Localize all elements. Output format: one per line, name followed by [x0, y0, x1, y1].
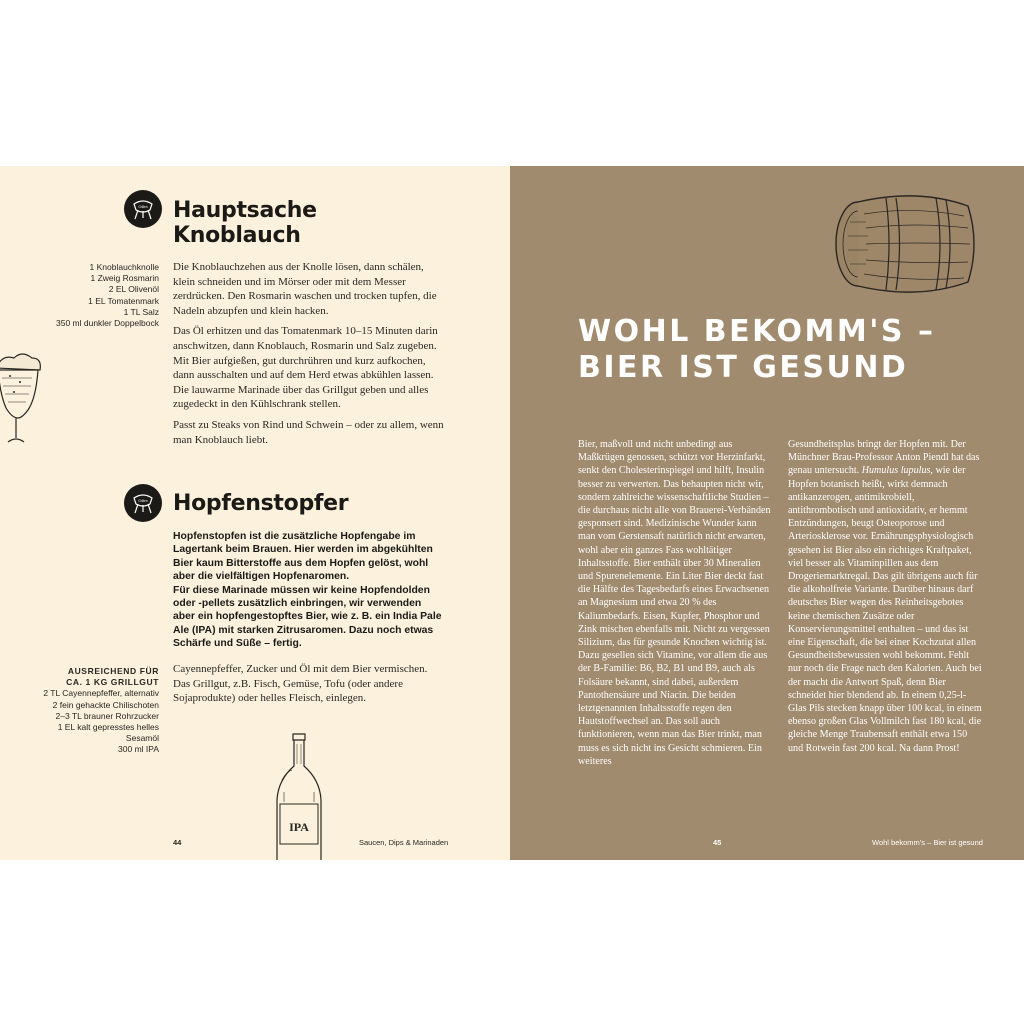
title-line-1: WOHL BEKOMM'S – [578, 314, 936, 349]
ingredient-item: 2 TL Cayennepfeffer, alternativ [43, 688, 159, 699]
ingredient-item: 300 ml IPA [118, 744, 159, 755]
barrel-illustration [824, 192, 978, 296]
badge-text: Grillen [138, 499, 148, 503]
beer-glass-illustration [0, 346, 44, 456]
ingredient-item: Sesamöl [125, 733, 159, 744]
intro-hopfenstopfer [173, 530, 445, 651]
method-paragraph: Die Knoblauchzehen aus der Knolle lösen, dann schälen, klein schneiden und im Mörser oder mit dem Messer zerdrücken. Den Rosmarin waschen und trocken tupfen, die Nadeln abzupfen und klein hacken. [173, 261, 437, 317]
running-title-right: Wohl bekomm's – Bier ist gesund [872, 838, 983, 847]
method-hopfenstopfer [173, 662, 433, 712]
article-column-2 [788, 438, 984, 755]
running-title-left: Saucen, Dips & Marinaden [359, 838, 449, 847]
ingredient-item: 1 Knoblauchknolle [89, 262, 159, 272]
ingredient-item: 1 Zweig Rosmarin [90, 273, 159, 284]
ingredient-item: 1 EL Tomatenmark [88, 295, 159, 306]
latin-name: Humulus lupulus [861, 465, 931, 477]
grill-badge-icon [124, 484, 162, 522]
intro-paragraph: Für diese Marinade müssen wir keine Hopfendolden oder -pellets zusätzlich einbringen, wir verwenden aber ein hopfengestopftes Bier, wie z. B. ein India Pale Ale (IPA) mit starken Zitrusaromen. Dazu noch etwas Schärfe und Süße – fertig. [173, 584, 442, 650]
title-line-2: BIER IST GESUND [578, 350, 909, 385]
column-text: Gesundheitsplus bringt der Hopfen mit. Der Münchner Brau-Professor Anton Piendl hat das genau untersucht. [788, 439, 980, 477]
yield-label: AUSREICHEND FÜR [67, 666, 159, 676]
bottle-label: IPA [289, 820, 309, 834]
ingredient-item: 1 TL Salz [123, 306, 159, 317]
left-page [0, 166, 510, 860]
title-line-1: Hauptsache [173, 198, 317, 223]
yield-label: CA. 1 KG GRILLGUT [66, 677, 159, 688]
ipa-bottle-illustration [268, 732, 330, 860]
ingredient-list-knoblauch [9, 262, 159, 329]
ingredient-item: 2 fein gehackte Chilischoten [52, 699, 159, 710]
badge-text: Grillen [138, 205, 148, 209]
book-spread [0, 166, 1024, 860]
page-number-left: 44 [173, 838, 182, 847]
method-paragraph: Das Öl erhitzen und das Tomatenmark 10–15 Minuten darin anschwitzen, dann Knoblauch, Rosmarin und Salz zugeben. Mit Bier aufgießen, gut durchrühren und kurz aufkochen, dann ausschalten und auf dem Herd etwas abkühlen lassen. Die lauwarme Marinade über das Grillgut geben und alles zugedeckt in den Kühlschrank stellen. [173, 325, 438, 411]
ingredient-item: 1 EL kalt gepresstes helles [57, 722, 159, 733]
method-paragraph: Cayennepfeffer, Zucker und Öl mit dem Bier vermischen. Das Grillgut, z.B. Fisch, Gemüse, Tofu (oder andere Sojaprodukte) oder helles Fleisch, einlegen. [173, 663, 428, 705]
method-knoblauch [173, 260, 445, 453]
title-line-2: Knoblauch [173, 223, 301, 248]
grill-badge-icon [124, 190, 162, 228]
article-column-1: Bier, maßvoll und nicht unbedingt aus Maßkrügen genossen, schützt vor Herzinfarkt, senkt den Cholesterinspiegel und hilft, Insulin besser zu verwerten. Das behaupten nicht wir, sondern zahlreiche wissenschaftliche Studien – die durchaus nicht alle von Brauerei-Verbänden gesponsert sind. Medizinische Wunder kann man vom Gerstensaft natürlich nicht erwarten, wohl aber ein ganzes Fass wohltätiger Inhaltsstoffe. Bier enthält über 30 Mineralien und Spurenelemente. Ein Liter Bier deckt fast die Hälfte des Tagesbedarfs eines Erwachsenen an Magnesium und etwa 20 % des Kaliumbedarfs. Eisen, Kupfer, Phosphor und Zink mischen ebenfalls mit. Nicht zu vergessen Silizium, das für gesunde Knochen wichtig ist. Dazu gesellen sich Vitamine, vor allem die aus der B-Familie: B6, B2, B1 und B9, auch als Folsäure bekannt, sind dabei, außerdem Pantothensäure und Niacin. Die beiden letztgenannten Inhaltsstoffe regen den Hautstoffwechsel an. Das soll auch funktionieren, wenn man das Bier trinkt, man muss es sich nicht ins Gesicht schmieren. Ein weiteres [578, 439, 771, 767]
ingredient-item: 350 ml dunkler Doppelbock [55, 318, 159, 329]
column-text: , wie der Hopfen botanisch heißt, wirkt demnach antikanzerogen, antimikrobiell, antithrombotisch und antioxidativ, er hemmt Entzündungen, beugt Osteoporose und Arteriosklerose vor. Ernährungsphysiologisch gesehen ist Bier also ein richtiges Kraftpaket, viel besser als Vitaminpillen aus dem Drogeriemarktregal. Das gilt übrigens auch für die alkoholfreie Variante. Darüber hinaus darf deutsches Bier wegen des Reinheitsgebotes keine chemischen Zusätze oder Konservierungsmittel enthalten – und das ist eine Eigenschaft, die bei einer Kochzutat allen Gesundheitsbewussten wohl bekommt. Fehlt nur noch die Frage nach den Kalorien. Auch bei der macht die Antwort Spaß, denn Bier schneidet hier blendend ab. In einem 0,25-l-Glas Pils stecken knapp über 100 kcal, in einem ebenso großen Glas Vollmilch fast 180 kcal, die gleiche Menge Traubensaft enthält etwa 150 und Rotwein fast 200 kcal. Na dann Prost! [788, 465, 982, 754]
method-paragraph: Passt zu Steaks von Rind und Schwein – oder zu allem, wenn man Knoblauch liebt. [173, 418, 444, 446]
article-title [578, 314, 935, 386]
ingredient-item: 2 EL Olivenöl [108, 284, 159, 295]
recipe-title-knoblauch [173, 198, 317, 248]
ingredient-list-hopfenstopfer [9, 666, 159, 756]
page-number-right: 45 [713, 838, 722, 847]
intro-paragraph: Hopfenstopfen ist die zusätzliche Hopfengabe im Lagertank beim Brauen. Hier werden im abgekühlten Bier kaum Bitterstoffe aus dem Hopfen gelöst, wohl aber die vielfältigen Hopfenaromen. [173, 531, 433, 583]
right-page [510, 166, 1024, 860]
ingredient-item: 2–3 TL brauner Rohrzucker [55, 710, 159, 721]
recipe-title-hopfenstopfer: Hopfenstopfer [173, 491, 349, 516]
